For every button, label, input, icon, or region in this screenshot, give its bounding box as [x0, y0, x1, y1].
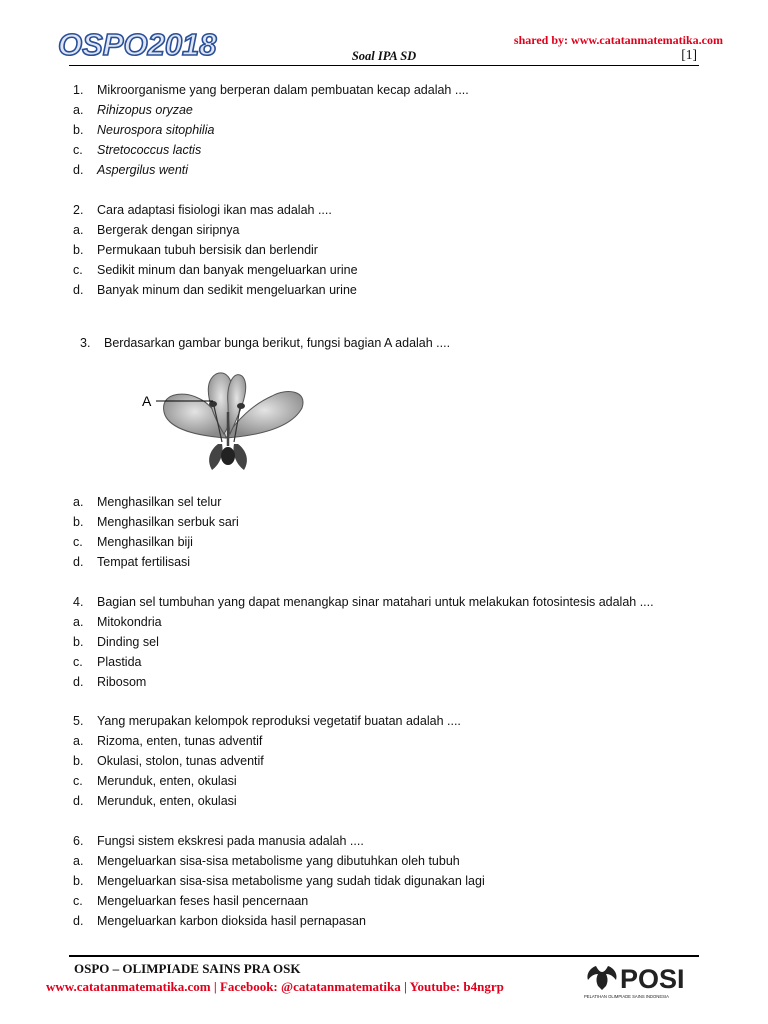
question-3	[73, 333, 703, 353]
option-a: a. Mengeluarkan sisa-sisa metabolisme yang dibutuhkan oleh tubuh	[73, 854, 460, 868]
option-a: a. Mitokondria	[73, 615, 162, 629]
question-stem: 5. Yang merupakan kelompok reproduksi vegetatif buatan adalah ....	[73, 714, 461, 728]
svg-text:POSI: POSI	[620, 964, 685, 994]
question-1	[73, 80, 703, 180]
option-b: b. Neurospora sitophilia	[73, 123, 215, 137]
svg-text:OSPO2018: OSPO2018	[58, 27, 217, 62]
posi-logo	[582, 960, 702, 1000]
option-b: b. Dinding sel	[73, 635, 159, 649]
option-a: a. Menghasilkan sel telur	[73, 495, 222, 509]
option-d: d. Tempat fertilisasi	[73, 555, 191, 569]
question-stem: 4. Bagian sel tumbuhan yang dapat menangkap sinar matahari untuk melakukan fotosintesis adalah ....	[73, 595, 654, 609]
question-stem: 2. Cara adaptasi fisiologi ikan mas adalah ....	[73, 203, 332, 217]
option-d: d. Mengeluarkan karbon dioksida hasil pernapasan	[73, 914, 366, 928]
svg-text:PELATIHAN OLIMPIADE SAINS INDO: PELATIHAN OLIMPIADE SAINS INDONESIA	[584, 994, 669, 999]
footer-rule	[69, 955, 699, 957]
option-d: d. Aspergilus wenti	[73, 163, 189, 177]
question-stem: 3. Berdasarkan gambar bunga berikut, fungsi bagian A adalah ....	[80, 336, 451, 350]
header-rule	[69, 65, 699, 66]
anther-left	[209, 401, 217, 407]
question-4	[73, 592, 703, 692]
flower-diagram	[140, 364, 310, 476]
option-b: b. Permukaan tubuh bersisik dan berlendir	[73, 243, 318, 257]
anther-right	[237, 403, 245, 409]
ovary	[221, 447, 235, 465]
option-c: c. Stretococcus lactis	[73, 143, 202, 157]
sepal-right	[233, 444, 246, 470]
option-b: b. Mengeluarkan sisa-sisa metabolisme yang sudah tidak digunakan lagi	[73, 874, 485, 888]
question-stem: 6. Fungsi sistem ekskresi pada manusia adalah ....	[73, 834, 364, 848]
option-c: c. Plastida	[73, 655, 142, 669]
question-3-options	[73, 492, 703, 572]
sepal-left	[209, 444, 222, 470]
question-2	[73, 200, 703, 300]
footer-links: www.catatanmatematika.com | Facebook: @catatanmatematika | Youtube: b4ngrp	[46, 979, 504, 994]
option-b: b. Okulasi, stolon, tunas adventif	[73, 754, 264, 768]
option-c: c. Menghasilkan biji	[73, 535, 193, 549]
option-c: c. Mengeluarkan feses hasil pencernaan	[73, 894, 309, 908]
option-d: d. Ribosom	[73, 675, 147, 689]
page-number: [1]	[681, 47, 697, 62]
option-a: a. Rizoma, enten, tunas adventif	[73, 734, 263, 748]
page-subtitle: Soal IPA SD	[351, 49, 417, 63]
option-c: c. Merunduk, enten, okulasi	[73, 774, 237, 788]
question-6	[73, 831, 703, 931]
label-a: A	[142, 393, 152, 409]
option-b: b. Menghasilkan serbuk sari	[73, 515, 239, 529]
question-5	[73, 711, 703, 811]
option-d: d. Banyak minum dan sedikit mengeluarkan urine	[73, 283, 357, 297]
eagle-emblem-icon	[587, 966, 616, 990]
option-a: a. Rihizopus oryzae	[73, 103, 193, 117]
footer-title: OSPO – OLIMPIADE SAINS PRA OSK	[74, 961, 301, 976]
option-c: c. Sedikit minum dan banyak mengeluarkan urine	[73, 263, 358, 277]
question-stem: 1. Mikroorganisme yang berperan dalam pembuatan kecap adalah ....	[73, 83, 469, 97]
option-a: a. Bergerak dengan siripnya	[73, 223, 240, 237]
shared-by-text: shared by: www.catatanmatematika.com	[513, 33, 723, 47]
option-d: d. Merunduk, enten, okulasi	[73, 794, 237, 808]
